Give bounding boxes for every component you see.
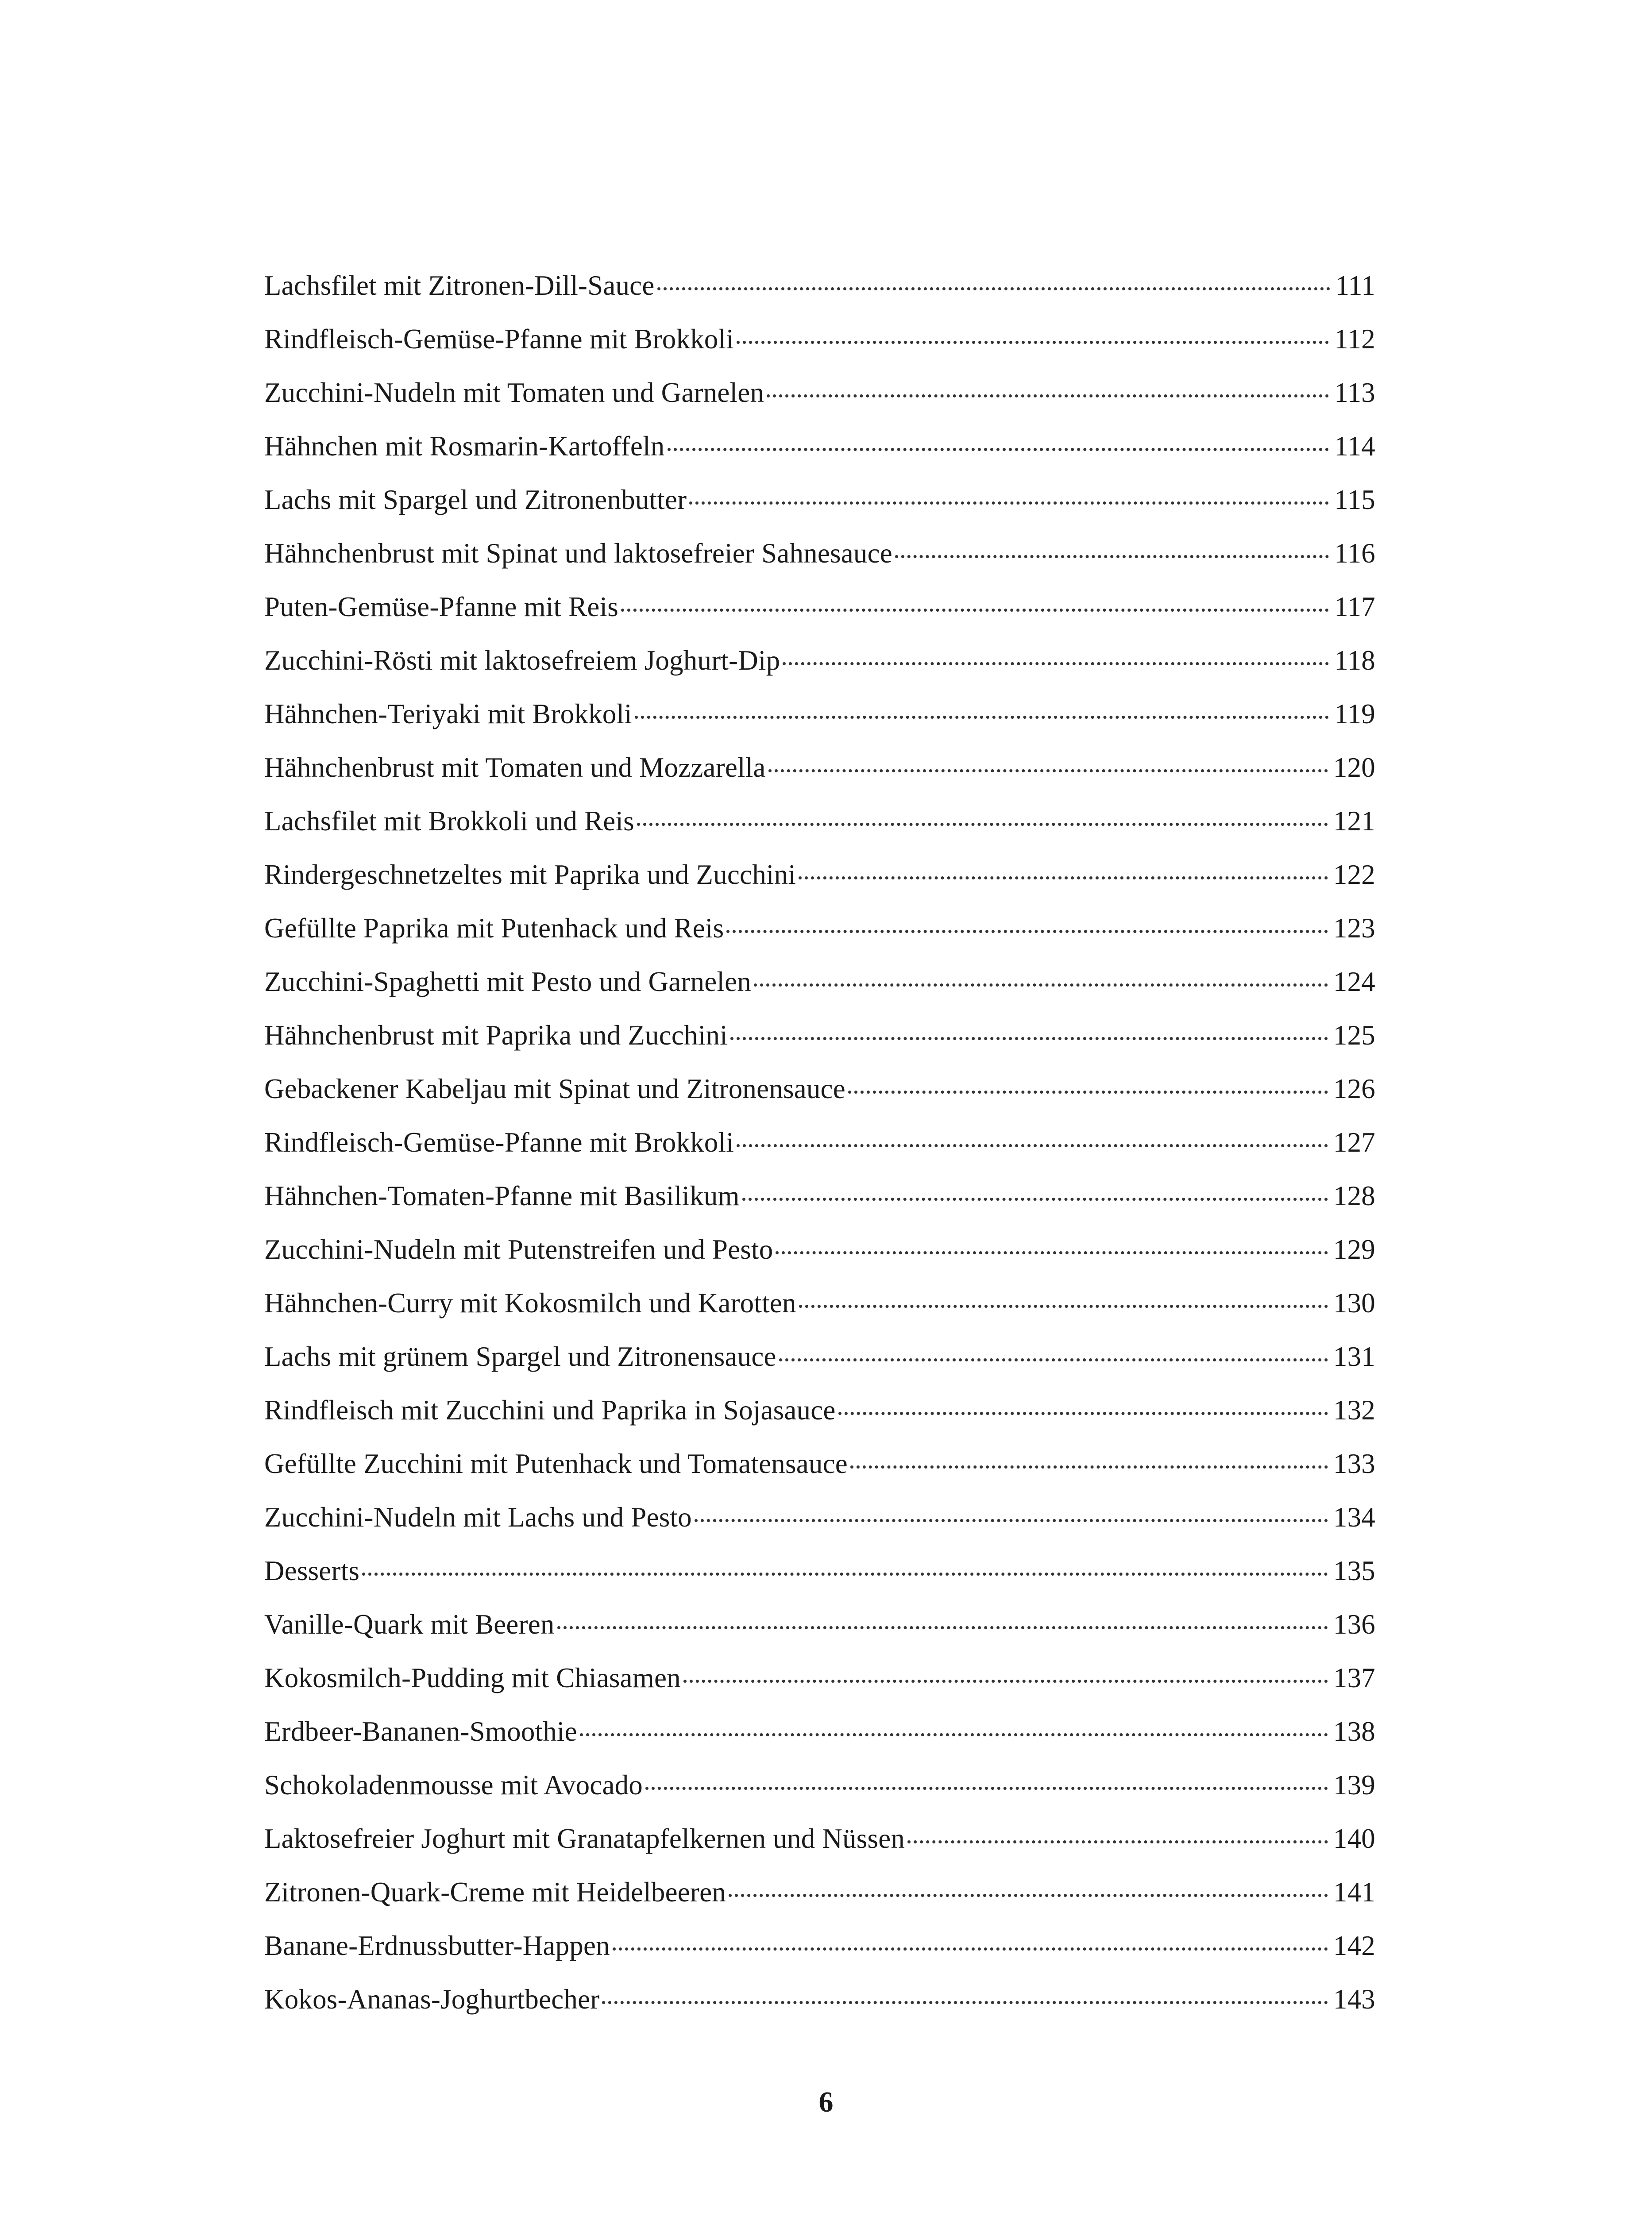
dot-leader xyxy=(730,1037,1328,1040)
dot-leader xyxy=(779,1358,1328,1361)
toc-entry[interactable] xyxy=(264,1069,1375,1122)
toc-entry[interactable] xyxy=(264,266,1375,319)
toc-entry-title: Laktosefreier Joghurt mit Granatapfelkernen und Nüssen xyxy=(264,1823,905,1854)
toc-entry[interactable] xyxy=(264,1283,1375,1337)
toc-entry[interactable] xyxy=(264,1765,1375,1819)
toc-entry-page: 137 xyxy=(1333,1662,1375,1693)
toc-entry-page: 132 xyxy=(1333,1395,1375,1426)
toc-entry-page: 124 xyxy=(1333,966,1375,997)
dot-leader xyxy=(635,716,1329,719)
toc-entry-page: 123 xyxy=(1333,913,1375,944)
dot-leader xyxy=(838,1412,1328,1415)
toc-entry[interactable] xyxy=(264,1979,1375,2033)
toc-entry-title: Gefüllte Paprika mit Putenhack und Reis xyxy=(264,913,724,944)
toc-entry-page: 135 xyxy=(1333,1555,1375,1586)
toc-entry-title: Zucchini-Nudeln mit Putenstreifen und Pesto xyxy=(264,1234,773,1265)
dot-leader xyxy=(895,555,1329,558)
toc-entry-page: 128 xyxy=(1333,1180,1375,1211)
toc-entry-title: Hähnchen-Teriyaki mit Brokkoli xyxy=(264,698,632,729)
toc-entry[interactable] xyxy=(264,587,1375,640)
toc-entry[interactable] xyxy=(264,533,1375,587)
toc-entry[interactable] xyxy=(264,1176,1375,1230)
dot-leader xyxy=(557,1626,1328,1629)
toc-entry-page: 133 xyxy=(1333,1448,1375,1479)
toc-entry-page: 115 xyxy=(1334,484,1375,515)
dot-leader xyxy=(799,876,1328,879)
toc-entry-title: Kokos-Ananas-Joghurtbecher xyxy=(264,1984,600,2015)
toc-entry[interactable] xyxy=(264,1497,1375,1551)
toc-entry-page: 142 xyxy=(1333,1930,1375,1961)
toc-entry-title: Lachs mit grünem Spargel und Zitronensauce xyxy=(264,1341,776,1372)
toc-entry-page: 111 xyxy=(1335,270,1375,301)
toc-entry[interactable] xyxy=(264,1819,1375,1872)
dot-leader xyxy=(737,341,1329,344)
dot-leader xyxy=(767,394,1329,397)
toc-entry[interactable] xyxy=(264,1872,1375,1926)
dot-leader xyxy=(776,1251,1328,1254)
toc-entry-title: Zucchini-Spaghetti mit Pesto und Garnelen xyxy=(264,966,751,997)
dot-leader xyxy=(729,1894,1328,1897)
toc-entry-title: Rindfleisch mit Zucchini und Paprika in Sojasauce xyxy=(264,1395,836,1426)
toc-entry-title: Hähnchen-Tomaten-Pfanne mit Basilikum xyxy=(264,1180,740,1211)
toc-entry-page: 120 xyxy=(1333,752,1375,783)
toc-entry-page: 114 xyxy=(1334,431,1375,462)
toc-entry-title: Desserts xyxy=(264,1555,360,1586)
toc-entry[interactable] xyxy=(264,480,1375,533)
toc-entry-title: Kokosmilch-Pudding mit Chiasamen xyxy=(264,1662,681,1693)
dot-leader xyxy=(362,1573,1328,1576)
toc-entry-title: Puten-Gemüse-Pfanne mit Reis xyxy=(264,591,618,622)
toc-entry-page: 129 xyxy=(1333,1234,1375,1265)
dot-leader xyxy=(768,769,1328,772)
toc-entry[interactable] xyxy=(264,1926,1375,1979)
toc-entry-page: 117 xyxy=(1334,591,1375,622)
toc-entry-page: 138 xyxy=(1333,1716,1375,1747)
toc-entry-page: 141 xyxy=(1333,1877,1375,1908)
toc-entry-page: 130 xyxy=(1333,1288,1375,1319)
toc-entry-page: 113 xyxy=(1334,377,1375,408)
toc-entry-title: Schokoladenmousse mit Avocado xyxy=(264,1770,643,1800)
page-number: 6 xyxy=(818,2086,834,2118)
toc-entry[interactable] xyxy=(264,801,1375,855)
toc-entry-title: Zitronen-Quark-Creme mit Heidelbeeren xyxy=(264,1877,726,1908)
toc-entry-title: Zucchini-Nudeln mit Lachs und Pesto xyxy=(264,1502,692,1533)
dot-leader xyxy=(683,1680,1328,1683)
dot-leader xyxy=(602,2001,1328,2004)
toc-entry[interactable] xyxy=(264,1551,1375,1604)
dot-leader xyxy=(848,1091,1328,1094)
dot-leader xyxy=(695,1519,1328,1522)
dot-leader xyxy=(621,609,1329,612)
toc-entry-page: 122 xyxy=(1333,859,1375,890)
dot-leader xyxy=(754,983,1328,987)
toc-entry[interactable] xyxy=(264,1390,1375,1444)
toc-entry[interactable] xyxy=(264,748,1375,801)
toc-entry[interactable] xyxy=(264,694,1375,748)
toc-entry-title: Lachsfilet mit Brokkoli und Reis xyxy=(264,806,634,837)
toc-entry-title: Zucchini-Nudeln mit Tomaten und Garnelen xyxy=(264,377,764,408)
toc-entry-page: 140 xyxy=(1333,1823,1375,1854)
toc-entry-title: Erdbeer-Bananen-Smoothie xyxy=(264,1716,577,1747)
dot-leader xyxy=(637,823,1328,826)
toc-entry-page: 126 xyxy=(1333,1073,1375,1104)
dot-leader xyxy=(742,1198,1328,1201)
toc-entry[interactable] xyxy=(264,908,1375,962)
toc-entry-title: Lachs mit Spargel und Zitronenbutter xyxy=(264,484,687,515)
toc-entry-title: Lachsfilet mit Zitronen-Dill-Sauce xyxy=(264,270,655,301)
toc-entry-page: 143 xyxy=(1333,1984,1375,2015)
toc-entry[interactable] xyxy=(264,962,1375,1015)
toc-entry-title: Hähnchenbrust mit Spinat und laktosefreier Sahnesauce xyxy=(264,538,892,569)
toc-entry[interactable] xyxy=(264,1658,1375,1712)
dot-leader xyxy=(657,287,1330,290)
toc-entry[interactable] xyxy=(264,1604,1375,1658)
toc-entry-title: Gebackener Kabeljau mit Spinat und Zitronensauce xyxy=(264,1073,845,1104)
dot-leader xyxy=(737,1144,1328,1147)
dot-leader xyxy=(668,448,1329,451)
dot-leader xyxy=(645,1787,1328,1790)
toc-entry-page: 131 xyxy=(1333,1341,1375,1372)
toc-entry-title: Rindfleisch-Gemüse-Pfanne mit Brokkoli xyxy=(264,324,734,355)
toc-entry-title: Hähnchen mit Rosmarin-Kartoffeln xyxy=(264,431,665,462)
dot-leader xyxy=(850,1465,1328,1469)
toc-entry-title: Rindfleisch-Gemüse-Pfanne mit Brokkoli xyxy=(264,1127,734,1158)
dot-leader xyxy=(783,662,1329,665)
toc-entry-page: 116 xyxy=(1334,538,1375,569)
toc-entry-title: Hähnchen-Curry mit Kokosmilch und Karotten xyxy=(264,1288,796,1319)
table-of-contents xyxy=(264,266,1375,2033)
toc-entry[interactable] xyxy=(264,319,1375,373)
toc-entry[interactable] xyxy=(264,1337,1375,1390)
toc-entry-title: Zucchini-Rösti mit laktosefreiem Joghurt-Dip xyxy=(264,645,780,676)
dot-leader xyxy=(799,1305,1328,1308)
toc-entry-page: 112 xyxy=(1334,324,1375,355)
toc-entry-title: Gefüllte Zucchini mit Putenhack und Tomatensauce xyxy=(264,1448,848,1479)
toc-entry-page: 121 xyxy=(1333,806,1375,837)
toc-entry[interactable] xyxy=(264,1122,1375,1176)
dot-leader xyxy=(689,501,1329,505)
toc-entry[interactable] xyxy=(264,1444,1375,1497)
toc-entry-page: 134 xyxy=(1333,1502,1375,1533)
toc-entry-page: 118 xyxy=(1334,645,1375,676)
toc-entry[interactable] xyxy=(264,373,1375,426)
dot-leader xyxy=(726,930,1328,933)
toc-entry[interactable] xyxy=(264,1712,1375,1765)
toc-entry-page: 136 xyxy=(1333,1609,1375,1640)
toc-entry[interactable] xyxy=(264,640,1375,694)
toc-entry[interactable] xyxy=(264,1230,1375,1283)
toc-entry[interactable] xyxy=(264,1015,1375,1069)
dot-leader xyxy=(907,1840,1328,1843)
toc-entry-title: Rindergeschnetzeltes mit Paprika und Zucchini xyxy=(264,859,796,890)
toc-entry-page: 125 xyxy=(1333,1020,1375,1051)
toc-entry-title: Vanille-Quark mit Beeren xyxy=(264,1609,555,1640)
toc-entry-page: 139 xyxy=(1333,1770,1375,1800)
toc-entry-title: Banane-Erdnussbutter-Happen xyxy=(264,1930,610,1961)
toc-entry[interactable] xyxy=(264,426,1375,480)
dot-leader xyxy=(613,1947,1328,1951)
toc-entry-title: Hähnchenbrust mit Tomaten und Mozzarella xyxy=(264,752,766,783)
dot-leader xyxy=(580,1733,1328,1736)
toc-entry-page: 127 xyxy=(1333,1127,1375,1158)
toc-entry-page: 119 xyxy=(1334,698,1375,729)
toc-entry[interactable] xyxy=(264,855,1375,908)
toc-entry-title: Hähnchenbrust mit Paprika und Zucchini xyxy=(264,1020,728,1051)
